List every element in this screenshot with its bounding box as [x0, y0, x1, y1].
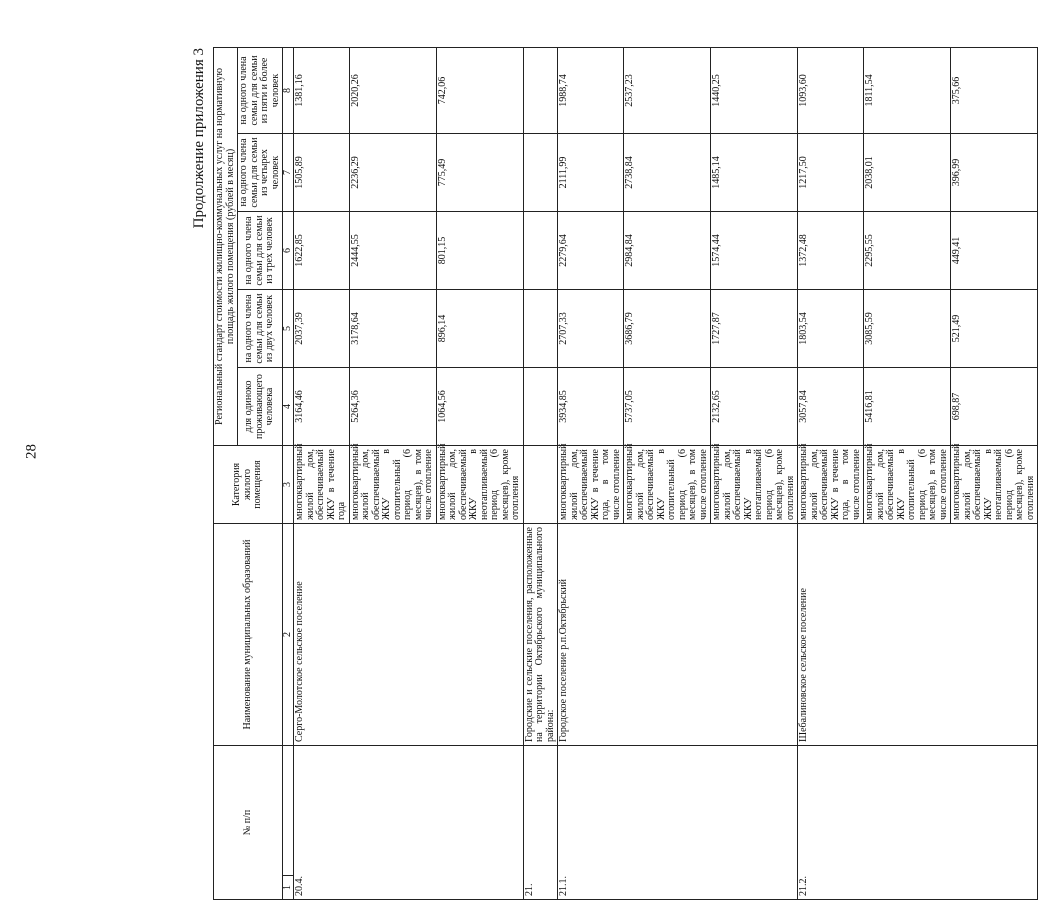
cost-value: 5416,81	[864, 368, 951, 446]
page-number: 28	[23, 444, 40, 459]
housing-category: многоквартирный жилой дом, обеспечиваемый ЖКУ в отопительный период (6 месяцев), в том числе отопление	[349, 446, 436, 524]
row-number: 21.	[523, 746, 558, 900]
cost-value: 449,41	[951, 212, 1038, 290]
row-number: 20.4.	[294, 746, 524, 900]
cost-value: 2111,99	[558, 134, 624, 212]
appendix-title: Продолжение приложения 3	[191, 48, 207, 229]
housing-category: многоквартирный жилой дом, обеспечиваемый ЖКУ в течение года, в том числе отопление	[798, 446, 864, 524]
cost-value: 698,87	[951, 368, 1038, 446]
cost-value: 1811,54	[864, 47, 951, 133]
cost-value: 896,14	[436, 290, 523, 368]
cost-value: 396,99	[951, 134, 1038, 212]
housing-category: многоквартирный жилой дом, обеспечиваемый ЖКУ в отопительный период (6 месяцев), в том числе отопление	[864, 446, 951, 524]
municipality-name: Городские и сельские поселения, расположенные на территории Октябрьского муниципального района:	[523, 524, 558, 746]
header-name: Наименование муниципальных образований	[214, 524, 283, 746]
cost-value: 2038,01	[864, 134, 951, 212]
column-number: 1	[283, 876, 294, 900]
municipality-name: Городское поселение р.п.Октябрьский	[558, 524, 798, 746]
cost-value: 2279,64	[558, 212, 624, 290]
cost-value: 3057,84	[798, 368, 864, 446]
header-sub-4: на одного члена семьи для семьи из четырех человек	[238, 134, 283, 212]
cost-value: 1217,50	[798, 134, 864, 212]
header-sub-5: на одного члена семьи для семьи из пяти и более человек	[238, 47, 283, 133]
cost-value: 3085,59	[864, 290, 951, 368]
cost-value: 2738,84	[624, 134, 711, 212]
cost-value: 1485,14	[711, 134, 798, 212]
column-number: 6	[283, 212, 294, 290]
empty-cell	[523, 47, 558, 133]
cost-value: 775,49	[436, 134, 523, 212]
cost-value: 2537,23	[624, 47, 711, 133]
cost-value: 1574,44	[711, 212, 798, 290]
housing-category: многоквартирный жилой дом, обеспечиваемый ЖКУ в неотапливаемый период (6 месяцев), кроме отопления	[436, 446, 523, 524]
column-number-spacer	[283, 746, 294, 876]
housing-category: многоквартирный жилой дом, обеспечиваемый ЖКУ в течение года	[294, 446, 350, 524]
table-row	[558, 47, 624, 899]
header-category: Категория жилого помещения	[214, 446, 283, 524]
cost-value: 521,49	[951, 290, 1038, 368]
cost-value: 375,66	[951, 47, 1038, 133]
cost-value: 1988,74	[558, 47, 624, 133]
cost-value: 2707,33	[558, 290, 624, 368]
rotated-page	[185, 48, 1036, 900]
empty-cell	[523, 290, 558, 368]
header-sub-2: на одного члена семьи для семьи из двух человек	[238, 290, 283, 368]
table-header	[214, 47, 294, 899]
cost-value: 2295,55	[864, 212, 951, 290]
empty-cell	[523, 134, 558, 212]
municipality-name: Шебалиновское сельское поселение	[798, 524, 1038, 746]
cost-standard-table	[213, 47, 1038, 900]
cost-value: 2236,29	[349, 134, 436, 212]
header-standard: Региональный стандарт стоимости жилищно-коммунальных услуг на нормативную площадь жилого помещения (рублей в месяц)	[214, 47, 238, 445]
table-row	[294, 47, 350, 899]
cost-value: 5737,05	[624, 368, 711, 446]
cost-value: 1093,60	[798, 47, 864, 133]
column-number: 8	[283, 47, 294, 133]
housing-category: многоквартирный жилой дом, обеспечиваемый ЖКУ в отопительный период (6 месяцев), в том числе отопление	[624, 446, 711, 524]
cost-value: 1622,85	[294, 212, 350, 290]
header-sub-3: на одного члена семьи для семьи из трех человек	[238, 212, 283, 290]
cost-value: 1727,87	[711, 290, 798, 368]
column-number: 7	[283, 134, 294, 212]
cost-value: 3934,85	[558, 368, 624, 446]
housing-category: многоквартирный жилой дом, обеспечиваемый ЖКУ в течение года, в том числе отопление	[558, 446, 624, 524]
cost-value: 1803,54	[798, 290, 864, 368]
cost-value: 1372,48	[798, 212, 864, 290]
housing-category: многоквартирный жилой дом, обеспечиваемый ЖКУ в неотапливаемый период (6 месяцев), кроме отопления	[951, 446, 1038, 524]
column-number: 2	[283, 524, 294, 746]
table-row	[798, 47, 864, 899]
column-number: 4	[283, 368, 294, 446]
cost-value: 3686,79	[624, 290, 711, 368]
cost-value: 1381,16	[294, 47, 350, 133]
cost-value: 2444,55	[349, 212, 436, 290]
cost-value: 5264,36	[349, 368, 436, 446]
table-body	[294, 47, 1038, 899]
cost-value: 2132,65	[711, 368, 798, 446]
cost-value: 1440,25	[711, 47, 798, 133]
column-number: 3	[283, 446, 294, 524]
cost-value: 2037,39	[294, 290, 350, 368]
cost-value: 801,15	[436, 212, 523, 290]
cost-value: 3164,46	[294, 368, 350, 446]
header-sub-1: для одиноко проживающего человека	[238, 368, 283, 446]
empty-cell	[523, 212, 558, 290]
empty-cell	[523, 368, 558, 446]
cost-value: 1064,56	[436, 368, 523, 446]
empty-cell	[523, 446, 558, 524]
column-number: 5	[283, 290, 294, 368]
column-numbers-row	[283, 47, 294, 899]
cost-value: 742,06	[436, 47, 523, 133]
row-number: 21.2.	[798, 746, 1038, 900]
housing-category: многоквартирный жилой дом, обеспечиваемый ЖКУ в неотапливаемый период (6 месяцев), кроме отопления	[711, 446, 798, 524]
header-no: № п/п	[214, 746, 283, 900]
cost-value: 2020,26	[349, 47, 436, 133]
municipality-name: Серго-Молотское сельское поселение	[294, 524, 524, 746]
cost-value: 1505,89	[294, 134, 350, 212]
table-row	[523, 47, 558, 899]
cost-value: 3178,64	[349, 290, 436, 368]
row-number: 21.1.	[558, 746, 798, 900]
cost-value: 2984,84	[624, 212, 711, 290]
